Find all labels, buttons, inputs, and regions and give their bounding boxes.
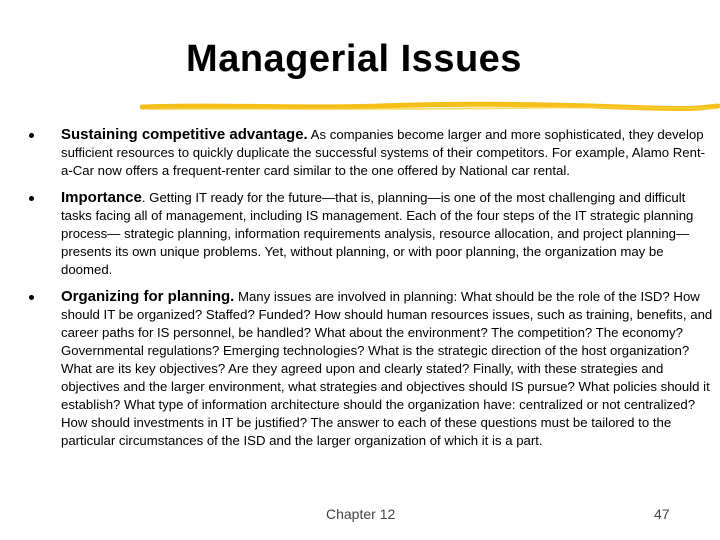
bullet-lead: Importance xyxy=(61,189,142,206)
slide-title: Managerial Issues xyxy=(186,38,522,80)
bullet-list xyxy=(0,126,720,459)
footer-chapter: Chapter 12 xyxy=(326,506,396,522)
bullet-text: As companies become larger and more sophisticated, they develop sufficient resources to quickly duplicate the successful systems of their competitors. For example, Alamo Rent-a-Car now offers a frequent-renter card similar to the one offered by National car rental. xyxy=(61,127,706,178)
bullet-item xyxy=(0,126,720,180)
bullet-dot-icon xyxy=(29,295,34,300)
bullet-lead: Sustaining competitive advantage. xyxy=(61,126,308,143)
bullet-text: Many issues are involved in planning: What should be the role of the ISD? How should IT be organized? Staffed? Funded? How should human resources issues, such as training, benefits, and career paths for IS personnel, be handled? What about the environment? The competition? The economy? Governmental regulations? Emerging technologies? What is the strategic direction of the host organization? What are its key objectives? Are they agreed upon and clearly stated? Finally, with these strategies and objectives and the larger environment, what strategies and objectives should IS pursue? What policies should it establish? What type of information architecture should the organization have: centralized or not centralized? How should investments in IT be justified? The answer to each of these questions must be tailored to the particular circumstances of the ISD and the larger organization of which it is a part. xyxy=(61,289,713,448)
page-number: 47 xyxy=(654,506,670,522)
bullet-item xyxy=(0,189,720,279)
bullet-text: . Getting IT ready for the future—that is, planning—is one of the most challenging and difficult tasks facing all of management, including IS management. Each of the four steps of the IT strategic planning process— strategic planning, information requirements analysis, resource allocation, and project planning—presents its own unique problems. Yet, without planning, or with poor planning, the organization may be doomed. xyxy=(61,190,694,277)
bullet-dot-icon xyxy=(29,133,34,138)
bullet-dot-icon xyxy=(29,196,34,201)
title-underline-brushstroke xyxy=(140,101,720,113)
bullet-item xyxy=(0,288,720,450)
bullet-lead: Organizing for planning. xyxy=(61,288,235,305)
